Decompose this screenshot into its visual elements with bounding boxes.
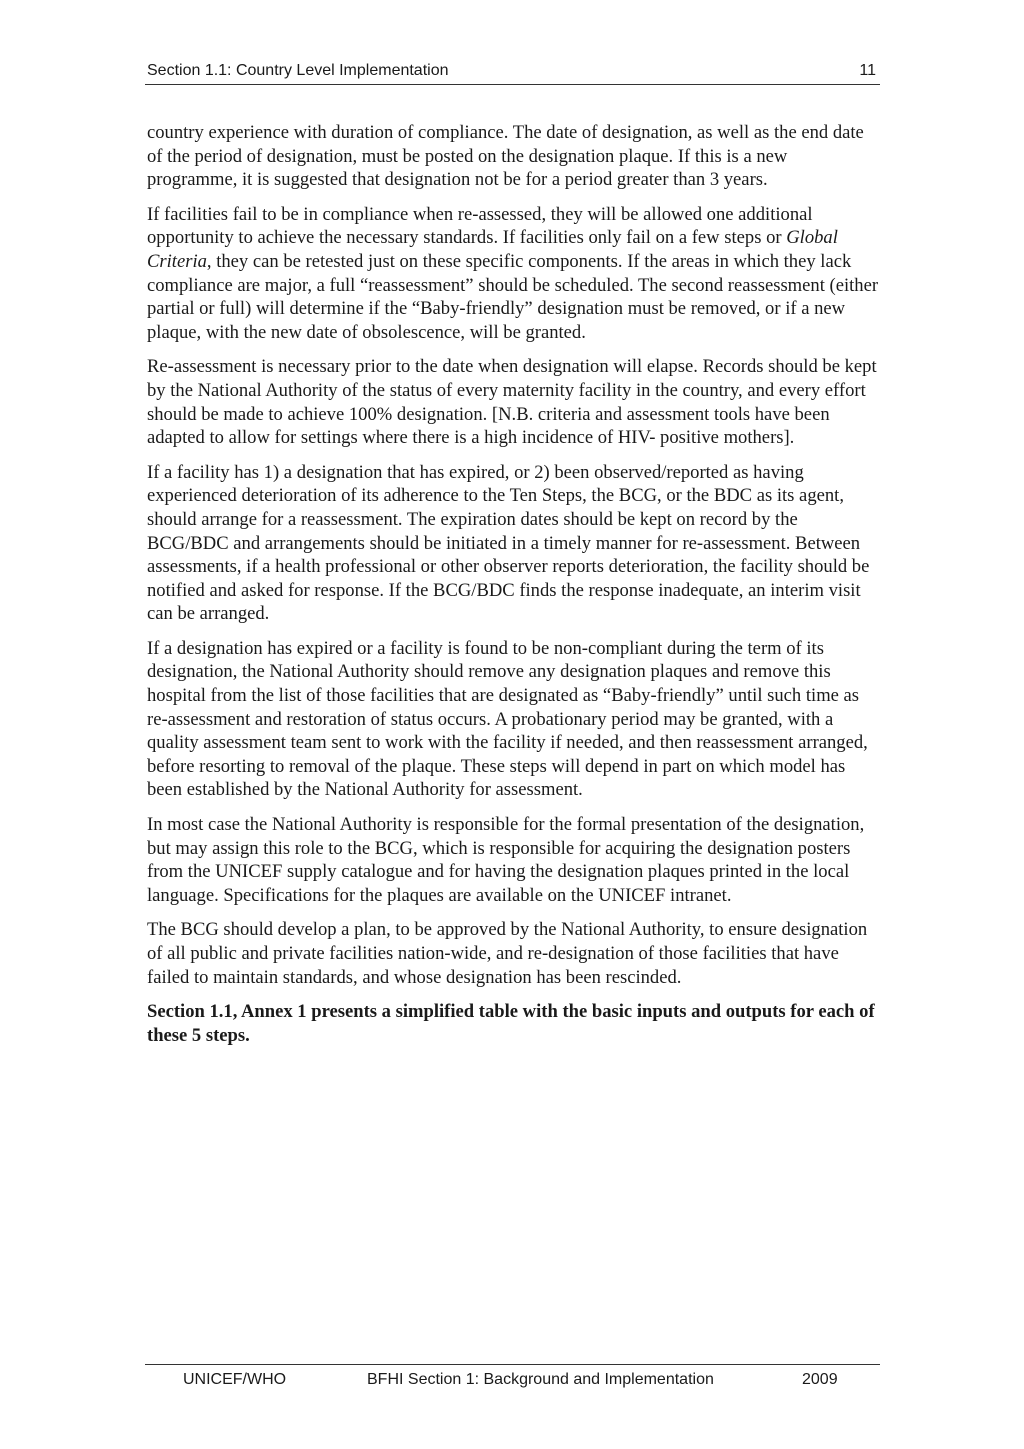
paragraph-6: In most case the National Authority is responsible for the formal presentation of the designation, but may assign this role to the BCG, which is responsible for acquiring the designation posters from the UNICEF supply catalogue and for having the designation plaques printed in the local language. Specifications for the plaques are available on the UNICEF intranet.: [147, 814, 865, 906]
footer-year: 2009: [802, 1371, 838, 1388]
paragraph-2: [147, 203, 880, 345]
page-header: [145, 60, 880, 85]
page-footer: [145, 1364, 880, 1395]
paragraph-8-bold: Section 1.1, Annex 1 presents a simplified table with the basic inputs and outputs for each of these 5 steps.: [147, 1001, 875, 1046]
paragraph-3: Re-assessment is necessary prior to the date when designation will elapse. Records should be kept by the National Authority of the status of every maternity facility in the country, and every effort should be made to achieve 100% designation. [N.B. criteria and assessment tools have been adapted to allow for settings where there is a high incidence of HIV- positive mothers].: [147, 356, 877, 449]
header-page-number: 11: [859, 62, 876, 79]
paragraph-4: If a facility has 1) a designation that has expired, or 2) been observed/reported as having experienced deterioration of its adherence to the Ten Steps, the BCG, or the BDC as its agent, should arrange for a reassessment. The expiration dates should be kept on record by the BCG/BDC and arrangements should be initiated in a timely manner for re-assessment. Between assessments, if a health professional or other observer reports deterioration, the facility should be notified and asked for response. If the BCG/BDC finds the response inadequate, an interim visit can be arranged.: [147, 461, 870, 625]
paragraph-1: country experience with duration of compliance. The date of designation, as well as the end date of the period of designation, must be posted on the designation plaque. If this is a new programme, it is suggested that designation not be for a period greater than 3 years.: [147, 122, 864, 191]
header-section-title: Section 1.1: Country Level Implementation: [147, 62, 449, 79]
paragraph-2-part-b: , they can be retested just on these specific components. If the areas in which they lack compliance are major, a full “reassessment” should be scheduled. The second reassessment (either partial or full) will determine if the “Baby-friendly” designation must be removed, or if a new plaque, with the new date of obsolescence, will be granted.: [147, 250, 879, 343]
footer-document-title: BFHI Section 1: Background and Implementation: [367, 1371, 714, 1388]
footer-organization: UNICEF/WHO: [183, 1371, 287, 1388]
paragraph-2-italic: Global Criteria: [147, 227, 838, 272]
paragraph-7: The BCG should develop a plan, to be approved by the National Authority, to ensure designation of all public and private facilities nation-wide, and re-designation of those facilities that have failed to maintain standards, and whose designation has been rescinded.: [147, 919, 868, 988]
paragraph-5: If a designation has expired or a facility is found to be non-compliant during the term of its designation, the National Authority should remove any designation plaques and remove this hospital from the list of those facilities that are designated as “Baby-friendly” until such time as re-assessment and restoration of status occurs. A probationary period may be granted, with a quality assessment team sent to work with the facility if needed, and then reassessment arranged, before resorting to removal of the plaque. These steps will depend in part on which model has been established by the National Authority for assessment.: [147, 637, 868, 801]
paragraph-2-part-a: If facilities fail to be in compliance when re-assessed, they will be allowed one additional opportunity to achieve the necessary standards. If facilities only fail on a few steps or: [147, 203, 813, 249]
page-body: [147, 121, 880, 1047]
